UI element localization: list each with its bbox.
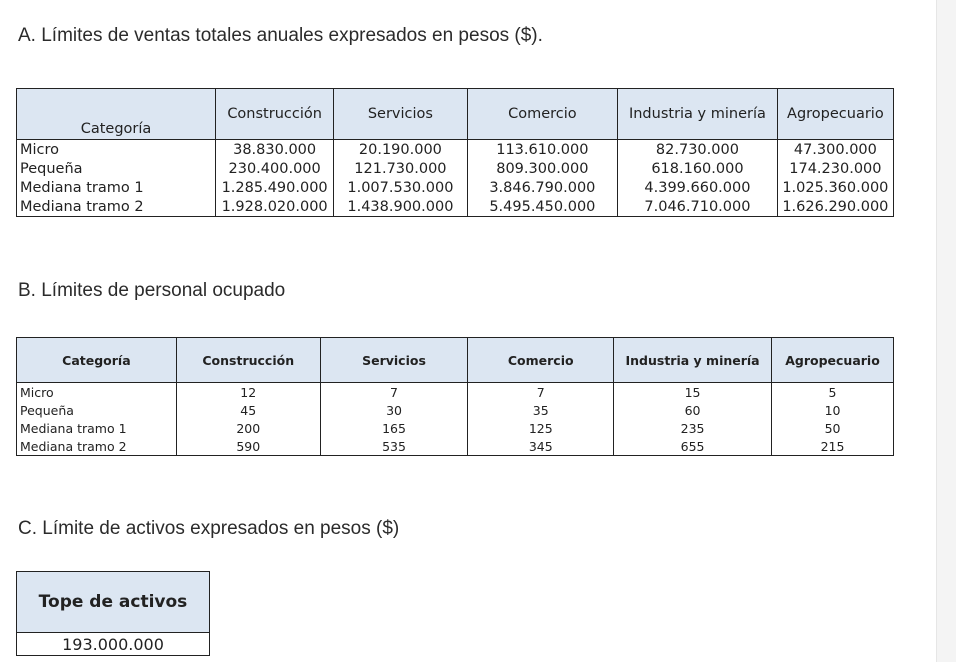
table-cell: 7: [468, 383, 614, 402]
column-header: Comercio: [467, 89, 618, 140]
page-right-edge: [936, 0, 956, 662]
row-label: Mediana tramo 2: [17, 437, 177, 456]
table-row: [17, 633, 210, 656]
table-cell: 4.399.660.000: [618, 178, 778, 197]
column-header: Servicios: [334, 89, 467, 140]
column-header: Categoría: [17, 338, 177, 383]
table-cell: 809.300.000: [467, 159, 618, 178]
table-cell: 193.000.000: [17, 633, 210, 656]
table-cell: 200: [176, 419, 320, 437]
table-row: [17, 159, 894, 178]
table-header-row: [17, 338, 894, 383]
section-c-title: C. Límite de activos expresados en pesos ($): [18, 518, 400, 539]
section-a-title: A. Límites de ventas totales anuales expresados en pesos ($).: [18, 25, 543, 46]
table-cell: 125: [468, 419, 614, 437]
column-header: Agropecuario: [777, 89, 893, 140]
table-row: [17, 140, 894, 160]
table-cell: 345: [468, 437, 614, 456]
section-b-title: B. Límites de personal ocupado: [18, 280, 286, 301]
table-cell: 1.025.360.000: [777, 178, 893, 197]
table-row: [17, 437, 894, 456]
table-header-row: [17, 89, 894, 140]
table-cell: 3.846.790.000: [467, 178, 618, 197]
table-cell: 50: [772, 419, 894, 437]
table-cell: 5: [772, 383, 894, 402]
table-row: [17, 197, 894, 217]
column-header: Industria y minería: [614, 338, 772, 383]
table-cell: 655: [614, 437, 772, 456]
table-cell: 121.730.000: [334, 159, 467, 178]
table-cell: 174.230.000: [777, 159, 893, 178]
table-cell: 1.928.020.000: [216, 197, 334, 217]
table-cell: 10: [772, 401, 894, 419]
table-cell: 1.007.530.000: [334, 178, 467, 197]
table-cell: 7: [320, 383, 468, 402]
row-label: Mediana tramo 1: [17, 178, 216, 197]
table-row: [17, 383, 894, 402]
table-row: [17, 401, 894, 419]
table-cell: 165: [320, 419, 468, 437]
assets-limit-table: [16, 571, 210, 656]
column-header: Construcción: [216, 89, 334, 140]
column-header: Categoría: [17, 89, 216, 140]
table-row: [17, 419, 894, 437]
row-label: Pequeña: [17, 159, 216, 178]
table-cell: 1.285.490.000: [216, 178, 334, 197]
row-label: Mediana tramo 2: [17, 197, 216, 217]
row-label: Micro: [17, 140, 216, 160]
table-cell: 1.438.900.000: [334, 197, 467, 217]
table-cell: 38.830.000: [216, 140, 334, 160]
table-row: [17, 178, 894, 197]
column-header: Comercio: [468, 338, 614, 383]
table-cell: 1.626.290.000: [777, 197, 893, 217]
table-cell: 618.160.000: [618, 159, 778, 178]
table-header-row: [17, 572, 210, 633]
column-header: Construcción: [176, 338, 320, 383]
column-header: Agropecuario: [772, 338, 894, 383]
table-cell: 30: [320, 401, 468, 419]
staff-limits-table: [16, 337, 894, 456]
table-cell: 590: [176, 437, 320, 456]
table-cell: 215: [772, 437, 894, 456]
table-cell: 35: [468, 401, 614, 419]
row-label: Pequeña: [17, 401, 177, 419]
table-cell: 113.610.000: [467, 140, 618, 160]
table-cell: 230.400.000: [216, 159, 334, 178]
table-cell: 60: [614, 401, 772, 419]
table-cell: 45: [176, 401, 320, 419]
column-header: Servicios: [320, 338, 468, 383]
table-cell: 5.495.450.000: [467, 197, 618, 217]
table-cell: 535: [320, 437, 468, 456]
column-header: Industria y minería: [618, 89, 778, 140]
row-label: Micro: [17, 383, 177, 402]
table-cell: 235: [614, 419, 772, 437]
table-cell: 20.190.000: [334, 140, 467, 160]
table-cell: 15: [614, 383, 772, 402]
table-cell: 82.730.000: [618, 140, 778, 160]
table-cell: 12: [176, 383, 320, 402]
column-header: Tope de activos: [17, 572, 210, 633]
sales-limits-table: [16, 88, 894, 217]
table-cell: 47.300.000: [777, 140, 893, 160]
table-cell: 7.046.710.000: [618, 197, 778, 217]
row-label: Mediana tramo 1: [17, 419, 177, 437]
